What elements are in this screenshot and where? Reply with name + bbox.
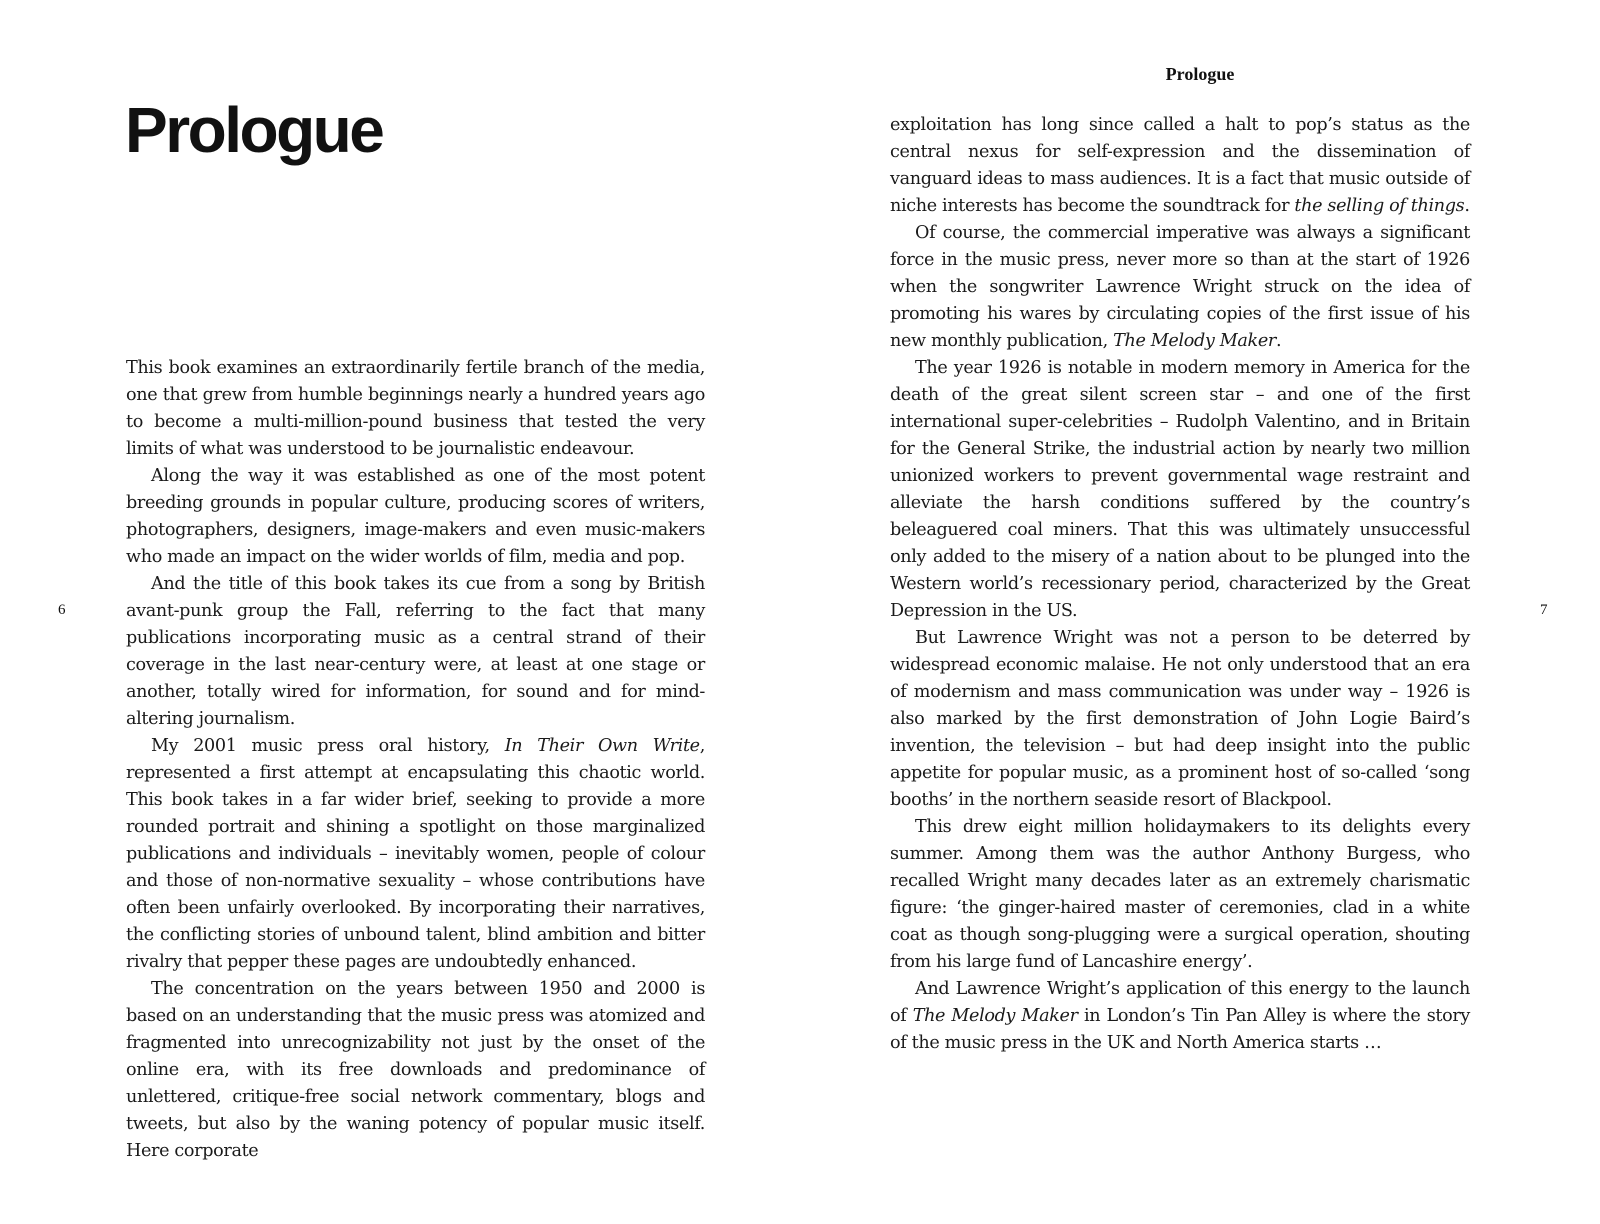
text-run: The concentration on the years between 1950 and 2000 is based on an understanding that the music press was atomized and fragmented into unrecognizability not just by the onset of the online era, with its free downloads and predominance of unlettered, critique-free social network commentary, blogs and tweets, but also by the waning potency of popular music itself. Here corporate (126, 979, 705, 1161)
text-run: . (1275, 331, 1282, 351)
italic-text: The Melody Maker (912, 1006, 1078, 1026)
text-run: But Lawrence Wright was not a person to be deterred by widespread economic malaise. He not only understood that an era of modernism and mass communication was under way – 1926 is also marked by the first demonstration of John Logie Baird’s invention, the television – but had deep insight into the public appetite for popular music, as a prominent host of so-called ‘song booths’ in the northern seaside resort of Blackpool. (890, 628, 1470, 810)
paragraph (126, 571, 705, 733)
left-body-text (126, 355, 705, 1165)
paragraph (126, 976, 705, 1165)
italic-text: The Melody Maker (1113, 331, 1276, 351)
text-run: Along the way it was established as one of the most potent breeding grounds in popular culture, producing scores of writers, photographers, designers, image-makers and even music-makers who made an impact on the wider worlds of film, media and pop. (126, 466, 705, 567)
right-page (800, 0, 1600, 1224)
text-run: My 2001 music press oral history, (151, 736, 505, 756)
text-run: And Lawrence Wright’s application of this energy to the launch of (890, 979, 1470, 1026)
text-run: This drew eight million holidaymakers to its delights every summer. Among them was the author Anthony Burgess, who recalled Wright many decades later as an extremely charismatic figure: ‘the ginger-haired master of ceremonies, clad in a white coat as though song-plugging were a surgical operation, shouting from his large fund of Lancashire energy’. (890, 817, 1470, 972)
italic-text: the selling of things (1294, 196, 1465, 216)
right-body-text (890, 112, 1470, 1057)
paragraph (126, 733, 705, 976)
paragraph (890, 220, 1470, 355)
paragraph (890, 976, 1470, 1057)
running-head: Prologue (1165, 64, 1235, 84)
text-run: , represented a first attempt at encapsulating this chaotic world. This book takes in a far wider brief, seeking to provide a more rounded portrait and shining a spotlight on those marginalized publications and individuals – inevitably women, people of colour and those of non-normative sexuality – whose contributions have often been unfairly overlooked. By incorporating their narratives, the conflicting stories of unbound talent, blind ambition and bitter rivalry that pepper these pages are undoubtedly enhanced. (126, 736, 705, 972)
text-run: The year 1926 is notable in modern memory in America for the death of the great silent screen star – and one of the first international super-celebrities – Rudolph Valentino, and in Britain for the General Strike, the industrial action by nearly two million unionized workers to prevent governmental wage restraint and alleviate the harsh conditions suffered by the country’s beleaguered coal miners. That this was ultimately unsuccessful only added to the misery of a nation about to be plunged into the Western world’s recessionary period, characterized by the Great Depression in the US. (890, 358, 1470, 621)
text-run: Of course, the commercial imperative was always a significant force in the music press, never more so than at the start of 1926 when the songwriter Lawrence Wright struck on the idea of promoting his wares by circulating copies of the first issue of his new monthly publication, (890, 223, 1470, 351)
paragraph (126, 463, 705, 571)
page-number-right: 7 (1540, 602, 1548, 618)
paragraph (890, 112, 1470, 220)
text-run: exploitation has long since called a halt to pop’s status as the central nexus for self-expression and the dissemination of vanguard ideas to mass audiences. It is a fact that music outside of niche interests has become the soundtrack for (890, 115, 1470, 216)
text-run: . (1464, 196, 1470, 216)
text-run: This book examines an extraordinarily fertile branch of the media, one that grew from humble beginnings nearly a hundred years ago to become a multi-million-pound business that tested the very limits of what was understood to be journalistic endeavour. (126, 358, 705, 459)
paragraph (126, 355, 705, 463)
italic-text: In Their Own Write (504, 736, 700, 756)
paragraph (890, 355, 1470, 625)
page-number-left: 6 (58, 602, 66, 618)
text-run: And the title of this book takes its cue from a song by British avant-punk group the Fall, referring to the fact that many publications incorporating music as a central strand of their coverage in the last near-century were, at least at one stage or another, totally wired for information, for sound and for mind-altering journalism. (126, 574, 705, 729)
paragraph (890, 814, 1470, 976)
paragraph (890, 625, 1470, 814)
chapter-title: Prologue (125, 94, 383, 166)
text-run: in London’s Tin Pan Alley is where the story of the music press in the UK and North America starts … (890, 1006, 1470, 1053)
